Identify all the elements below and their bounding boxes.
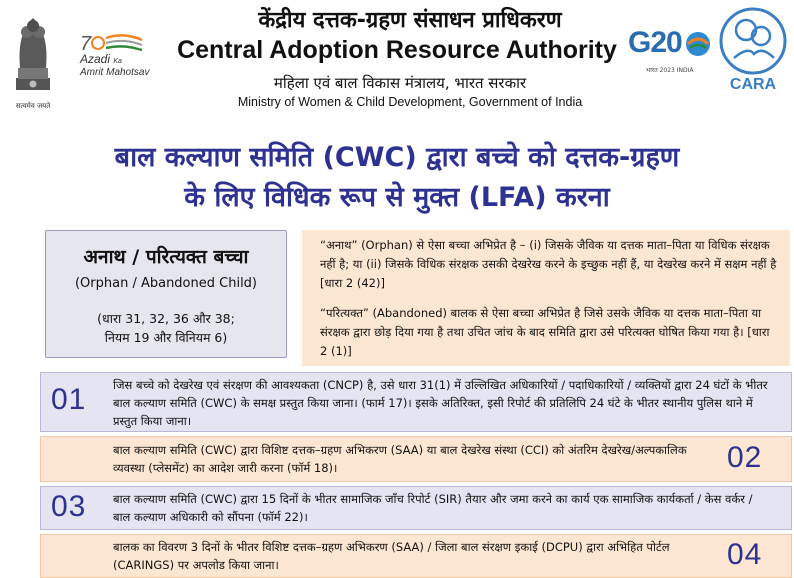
cara-logo [718, 6, 788, 96]
step-text: बाल कल्याण समिति (CWC) द्वारा विशिष्ट दत्तक–ग्रहण अभिकरण (SAA) या बाल देखरेख संस्था (CCI) को अंतरिम देखरेख/अल्पकालिक व्यवस्था (प्लेसमेंट) का आदेश जारी करना (फॉर्म 18)। [113, 443, 687, 475]
step-02 [40, 436, 792, 482]
page-title-line1: बाल कल्याण समिति (CWC) द्वारा बच्चे को दत्तक-ग्रहण [114, 142, 680, 173]
orphan-box-title: अनाथ / परित्यक्त बच्चा [83, 246, 249, 268]
emblem-motto: सत्यमेव जयते [15, 102, 51, 110]
page-title [60, 138, 734, 218]
page-title-line2: के लिए विधिक रूप से मुक्त (LFA) करना [184, 182, 610, 213]
national-emblem-icon [10, 8, 56, 100]
step-text: बालक का विवरण 3 दिनों के भीतर विशिष्ट दत्तक–ग्रहण अभिकरण (SAA) / जिला बाल संरक्षण इकाई (DCPU) द्वारा अभिहित पोर्टल (CARINGS) पर अपलोड किया जाना। [113, 540, 670, 572]
step-text: जिस बच्चे को देखरेख एवं संरक्षण की आवश्यकता (CNCP) है, उसे धारा 31(1) में उल्लिखित अधिकारियों / पदाधिकारियों / व्यक्तियों द्वारा 24 घंटों के भीतर बाल कल्याण समिति (CWC) के समक्ष प्रस्तुत किया जाना। (फार्म 17)। इसके अतिरिक्त, इसी रिपोर्ट की प्रतिलिपि 24 घंटे के भीतर स्थानीय पुलिस थाने में प्रस्तुत किया जाना। [113, 378, 768, 428]
amrit-mahotsav-text: Amrit Mahotsav [80, 67, 150, 78]
azadi-word: Azadi [80, 52, 111, 66]
orphan-ref-line1: (धारा 31, 32, 36 और 38; [97, 311, 235, 326]
step-03 [40, 486, 792, 530]
step-number: 01 [51, 383, 87, 416]
orphan-abandoned-box [45, 230, 287, 358]
org-name-english: Central Adoption Resource Authority [177, 36, 617, 64]
ministry-name-english: Ministry of Women & Child Development, Government of India [237, 95, 583, 109]
step-04 [40, 534, 792, 578]
g20-text: G20 [628, 26, 682, 59]
svg-text:7: 7 [80, 33, 92, 55]
definitions-box [302, 230, 790, 366]
step-text: बाल कल्याण समिति (CWC) द्वारा 15 दिनों के भीतर सामाजिक जाँच रिपोर्ट (SIR) तैयार और जमा करने का कार्य एक सामाजिक कार्यकर्ता / केस वर्कर / बाल कल्याण अधिकारी को सौंपना (फॉर्म 22)। [113, 492, 753, 524]
azadi-ka-amrit-mahotsav-logo [78, 30, 156, 84]
step-number: 02 [727, 441, 763, 474]
g20-subtitle: भारत 2023 INDIA [646, 67, 694, 74]
cara-label: CARA [729, 76, 777, 93]
mother-child-icon [718, 6, 788, 76]
lotus-globe-icon [684, 30, 712, 58]
azadi-ka-word: Ka [113, 58, 122, 65]
org-name-hindi: केंद्रीय दत्तक-ग्रहण संसाधन प्राधिकरण [258, 8, 562, 33]
step-01 [40, 372, 792, 432]
orphan-box-references [56, 309, 276, 347]
ministry-name-hindi: महिला एवं बाल विकास मंत्रालय, भारत सरकार [273, 74, 527, 92]
orphan-ref-line2: नियम 19 और विनियम 6) [104, 330, 228, 345]
orphan-box-subtitle: (Orphan / Abandoned Child) [74, 276, 258, 291]
step-number: 03 [51, 490, 87, 523]
abandoned-definition: “परित्यक्त” (Abandoned) बालक से ऐसा बच्चा अभिप्रेत है जिसे उसके जैविक या दत्तक माता–पिता या संरक्षक द्वारा छोड़ दिया गया है तथा उचित जांच के बाद समिति द्वारा उसे परित्यक्त घोषित किया गया है। [धारा 2 (1)] [320, 306, 770, 358]
g20-logo [628, 22, 716, 84]
orphan-definition: “अनाथ” (Orphan) से ऐसा बच्चा अभिप्रेत है – (i) जिसके जैविक या दत्तक माता–पिता या विधिक संरक्षक नहीं है; या (ii) जिसके विधिक संरक्षक उसकी देखरेख करने के इच्छुक नहीं हैं, या देखरेख करने में सक्षम नहीं है [धारा 2 (42)] [320, 238, 777, 290]
step-number: 04 [727, 538, 763, 571]
